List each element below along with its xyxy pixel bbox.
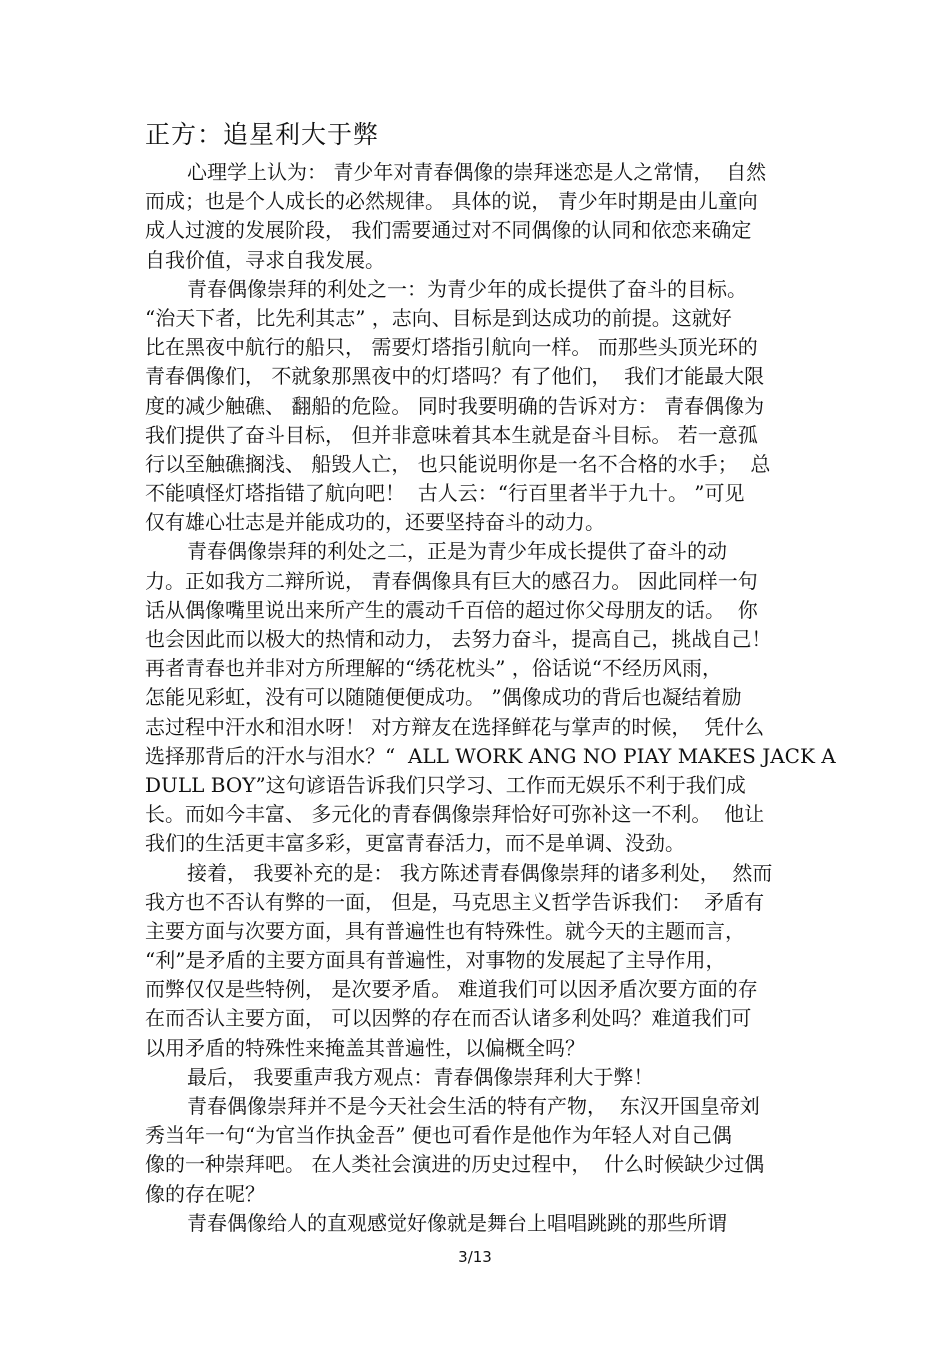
text-line: 我们的生活更丰富多彩，更富青春活力，而不是单调、没劲。 [145, 831, 685, 856]
text-line: 以用矛盾的特殊性来掩盖其普遍性，以偏概全吗？ [145, 1035, 585, 1060]
text-line: 志过程中汗水和泪水呀！ 对方辩友在选择鲜花与掌声的时候， 凭什么 [145, 714, 765, 739]
text-line: 青春偶像崇拜的利处之一：为青少年的成长提供了奋斗的目标。 [187, 276, 747, 301]
document-body [145, 158, 845, 1238]
text-line: 主要方面与次要方面，具有普遍性也有特殊性。就今天的主题而言， [145, 918, 745, 943]
text-line: 我们提供了奋斗目标， 但并非意味着其本生就是奋斗目标。 若一意孤 [145, 422, 758, 447]
text-line: 青春偶像们， 不就象那黑夜中的灯塔吗？有了他们， 我们才能最大限 [145, 364, 765, 389]
text-line: 也会因此而以极大的热情和动力， 去努力奋斗，提高自己，挑战自己！ [145, 627, 772, 651]
text-line: 自我价值，寻求自我发展。 [145, 247, 385, 272]
text-line: 心理学上认为： 青少年对青春偶像的崇拜迷恋是人之常情， 自然 [187, 160, 767, 184]
text-line: 比在黑夜中航行的船只， 需要灯塔指引航向一样。 而那些头顶光环的 [145, 335, 758, 360]
text-line: 而弊仅仅是些特例， 是次要矛盾。 难道我们可以因矛盾次要方面的存 [145, 977, 758, 1002]
text-line: 而成；也是个人成长的必然规律。 具体的说， 青少年时期是由儿童向 [145, 189, 758, 214]
text-line: 再者青春也并非对方所理解的“绣花枕头” ，俗话说“不经历风雨， [145, 656, 723, 681]
text-line: 秀当年一句“为官当作执金吾” 便也可看作是他作为年轻人对自己偶 [145, 1123, 732, 1148]
text-line: 接着， 我要补充的是： 我方陈述青春偶像崇拜的诸多利处， 然而 [187, 860, 773, 885]
text-line: 青春偶像给人的直观感觉好像就是舞台上唱唱跳跳的那些所谓 [187, 1210, 727, 1235]
text-line: 度的减少触礁、 翻船的危险。 同时我要明确的告诉对方： 青春偶像为 [145, 393, 765, 418]
text-line: 不能嗔怪灯塔指错了航向吧！ 古人云：“行百里者半于九十。 ”可见 [145, 481, 745, 506]
text-line: 行以至触礁搁浅、 船毁人亡， 也只能说明你是一名不合格的水手； 总 [145, 451, 771, 476]
text-line: 像的一种崇拜吧。 在人类社会演进的历史过程中， 什么时候缺少过偶 [145, 1152, 765, 1177]
text-line: 成人过渡的发展阶段， 我们需要通过对不同偶像的认同和依恋来确定 [145, 218, 752, 243]
text-line: 力。正如我方二辩所说， 青春偶像具有巨大的感召力。 因此同样一句 [145, 568, 758, 593]
text-line: 我方也不否认有弊的一面， 但是，马克思主义哲学告诉我们： 矛盾有 [145, 889, 765, 914]
text-line: 青春偶像崇拜的利处之二，正是为青少年成长提供了奋斗的动 [187, 539, 727, 564]
text-line: 长。而如今丰富、 多元化的青春偶像崇拜恰好可弥补这一不利。 他让 [145, 802, 765, 827]
text-line: 选择那背后的汗水与泪水？“ ALL WORK ANG NO PIAY MAKES JACK A [145, 743, 836, 768]
text-line: “治天下者，比先利其志” ，志向、目标是到达成功的前提。这就好 [145, 305, 732, 330]
page-title: 正方：追星利大于弊 [145, 120, 380, 149]
text-line: 话从偶像嘴里说出来所产生的震动千百倍的超过你父母朋友的话。 你 [145, 597, 758, 622]
text-line: DULL BOY”这句谚语告诉我们只学习、工作而无娱乐不利于我们成 [145, 772, 746, 797]
text-line: 像的存在呢？ [145, 1181, 265, 1206]
text-line: 仅有雄心壮志是并能成功的，还要坚持奋斗的动力。 [145, 510, 605, 535]
text-line: 青春偶像崇拜并不是今天社会生活的特有产物， 东汉开国皇帝刘 [187, 1094, 760, 1118]
page-number: 3/13 [458, 1248, 492, 1266]
text-line: “利”是矛盾的主要方面具有普遍性，对事物的发展起了主导作用， [145, 948, 726, 973]
text-line: 怎能见彩虹，没有可以随随便便成功。 ”偶像成功的背后也凝结着励 [145, 685, 742, 710]
text-line: 最后， 我要重声我方观点：青春偶像崇拜利大于弊！ [187, 1064, 654, 1089]
text-line: 在而否认主要方面， 可以因弊的存在而否认诸多利处吗？难道我们可 [145, 1006, 752, 1031]
